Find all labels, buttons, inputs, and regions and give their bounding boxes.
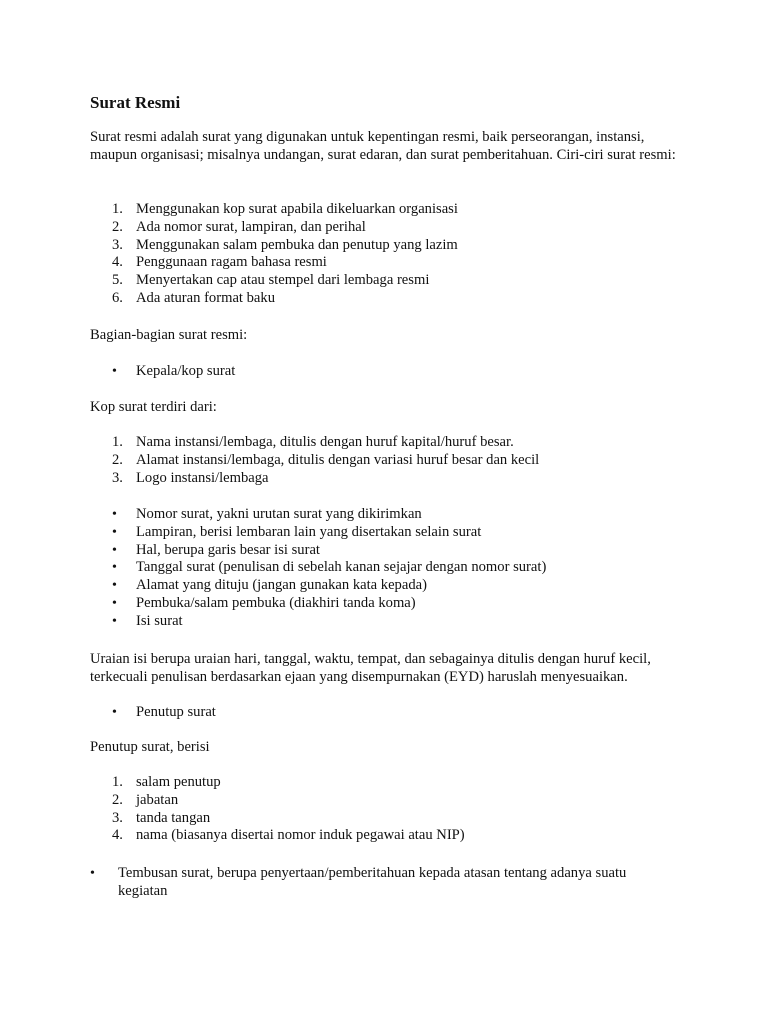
list-number: 3. bbox=[112, 469, 123, 486]
list-item: • Nomor surat, yakni urutan surat yang dikirimkan bbox=[112, 506, 422, 522]
list-item: • Tanggal surat (penulisan di sebelah kanan sejajar dengan nomor surat) bbox=[112, 559, 547, 576]
list-number: 4. bbox=[112, 827, 123, 844]
bullet-marker: • bbox=[112, 364, 117, 379]
kop-list bbox=[90, 434, 690, 487]
kop-intro: Kop surat terdiri dari: bbox=[90, 399, 217, 415]
list-item: • Lampiran, berisi lembaran lain yang disertakan selain surat bbox=[112, 523, 482, 540]
list-number: 2. bbox=[112, 791, 123, 808]
list-item: 4. Penggunaan ragam bahasa resmi bbox=[112, 254, 327, 271]
intro-paragraph: Surat resmi adalah surat yang digunakan untuk kepentingan resmi, baik perseorangan, instansi, maupun organisasi; misalnya undangan, surat edaran, dan surat pemberitahuan. Ciri-ciri surat resmi: bbox=[90, 129, 676, 163]
bullet-marker: • bbox=[112, 542, 117, 558]
isi-paragraph: Uraian isi berupa uraian hari, tanggal, waktu, tempat, dan sebagainya ditulis dengan huruf kecil, terkecuali penulisan berdasarkan ejaan yang disempurnakan (EYD) haruslah menyesuaikan. bbox=[90, 651, 651, 685]
list-item: • Hal, berupa garis besar isi surat bbox=[112, 541, 320, 558]
bullet-marker: • bbox=[112, 507, 117, 522]
list-item: 2. jabatan bbox=[112, 791, 179, 808]
list-item: • Isi surat bbox=[112, 612, 183, 629]
list-number: 5. bbox=[112, 272, 123, 289]
penutup-intro: Penutup surat, berisi bbox=[90, 739, 210, 755]
bullet-marker: • bbox=[112, 578, 117, 594]
list-item: 2. Ada nomor surat, lampiran, dan perihal bbox=[112, 218, 366, 235]
list-item: 5. Menyertakan cap atau stempel dari lembaga resmi bbox=[112, 272, 430, 289]
list-number: 4. bbox=[112, 254, 123, 271]
list-item: 6. Ada aturan format baku bbox=[112, 289, 275, 306]
list-item: • Pembuka/salam pembuka (diakhiri tanda koma) bbox=[112, 594, 416, 611]
list-item: 1. Menggunakan kop surat apabila dikeluarkan organisasi bbox=[112, 201, 458, 217]
list-number: 1. bbox=[112, 201, 123, 217]
list-item: 3. Logo instansi/lembaga bbox=[112, 469, 269, 486]
list-number: 6. bbox=[112, 289, 123, 306]
penutup-bullet-list bbox=[90, 704, 690, 722]
bullet-marker: • bbox=[112, 524, 117, 540]
bullet-marker: • bbox=[112, 560, 117, 576]
list-item: 1. Nama instansi/lembaga, ditulis dengan huruf kapital/huruf besar. bbox=[112, 434, 514, 450]
bagian-first-list bbox=[90, 363, 690, 381]
list-item: 3. Menggunakan salam pembuka dan penutup yang lazim bbox=[112, 236, 458, 253]
list-number: 1. bbox=[112, 434, 123, 450]
penutup-list bbox=[90, 774, 690, 845]
list-item: • Kepala/kop surat bbox=[112, 363, 236, 379]
list-item: 3. tanda tangan bbox=[112, 809, 211, 826]
list-item: • Penutup surat bbox=[112, 704, 216, 720]
ciri-list bbox=[90, 201, 690, 308]
list-item: • Tembusan surat, berupa penyertaan/pemberitahuan kepada atasan tentang adanya suatu kegiatan bbox=[90, 865, 627, 899]
bullet-marker: • bbox=[90, 866, 95, 881]
list-item: 4. nama (biasanya disertai nomor induk pegawai atau NIP) bbox=[112, 827, 465, 844]
bagian-intro: Bagian-bagian surat resmi: bbox=[90, 327, 248, 343]
tembusan-list bbox=[90, 865, 650, 901]
list-number: 2. bbox=[112, 218, 123, 235]
list-number: 3. bbox=[112, 236, 123, 253]
list-item: 2. Alamat instansi/lembaga, ditulis dengan variasi huruf besar dan kecil bbox=[112, 451, 540, 468]
bagian-more-list bbox=[90, 506, 690, 631]
list-number: 2. bbox=[112, 451, 123, 468]
document-title: Surat Resmi bbox=[90, 93, 181, 112]
list-item: • Alamat yang dituju (jangan gunakan kata kepada) bbox=[112, 577, 427, 594]
bullet-marker: • bbox=[112, 705, 117, 720]
bullet-marker: • bbox=[112, 613, 117, 629]
list-number: 1. bbox=[112, 774, 123, 790]
list-item: 1. salam penutup bbox=[112, 774, 221, 790]
list-number: 3. bbox=[112, 809, 123, 826]
bullet-marker: • bbox=[112, 595, 117, 611]
